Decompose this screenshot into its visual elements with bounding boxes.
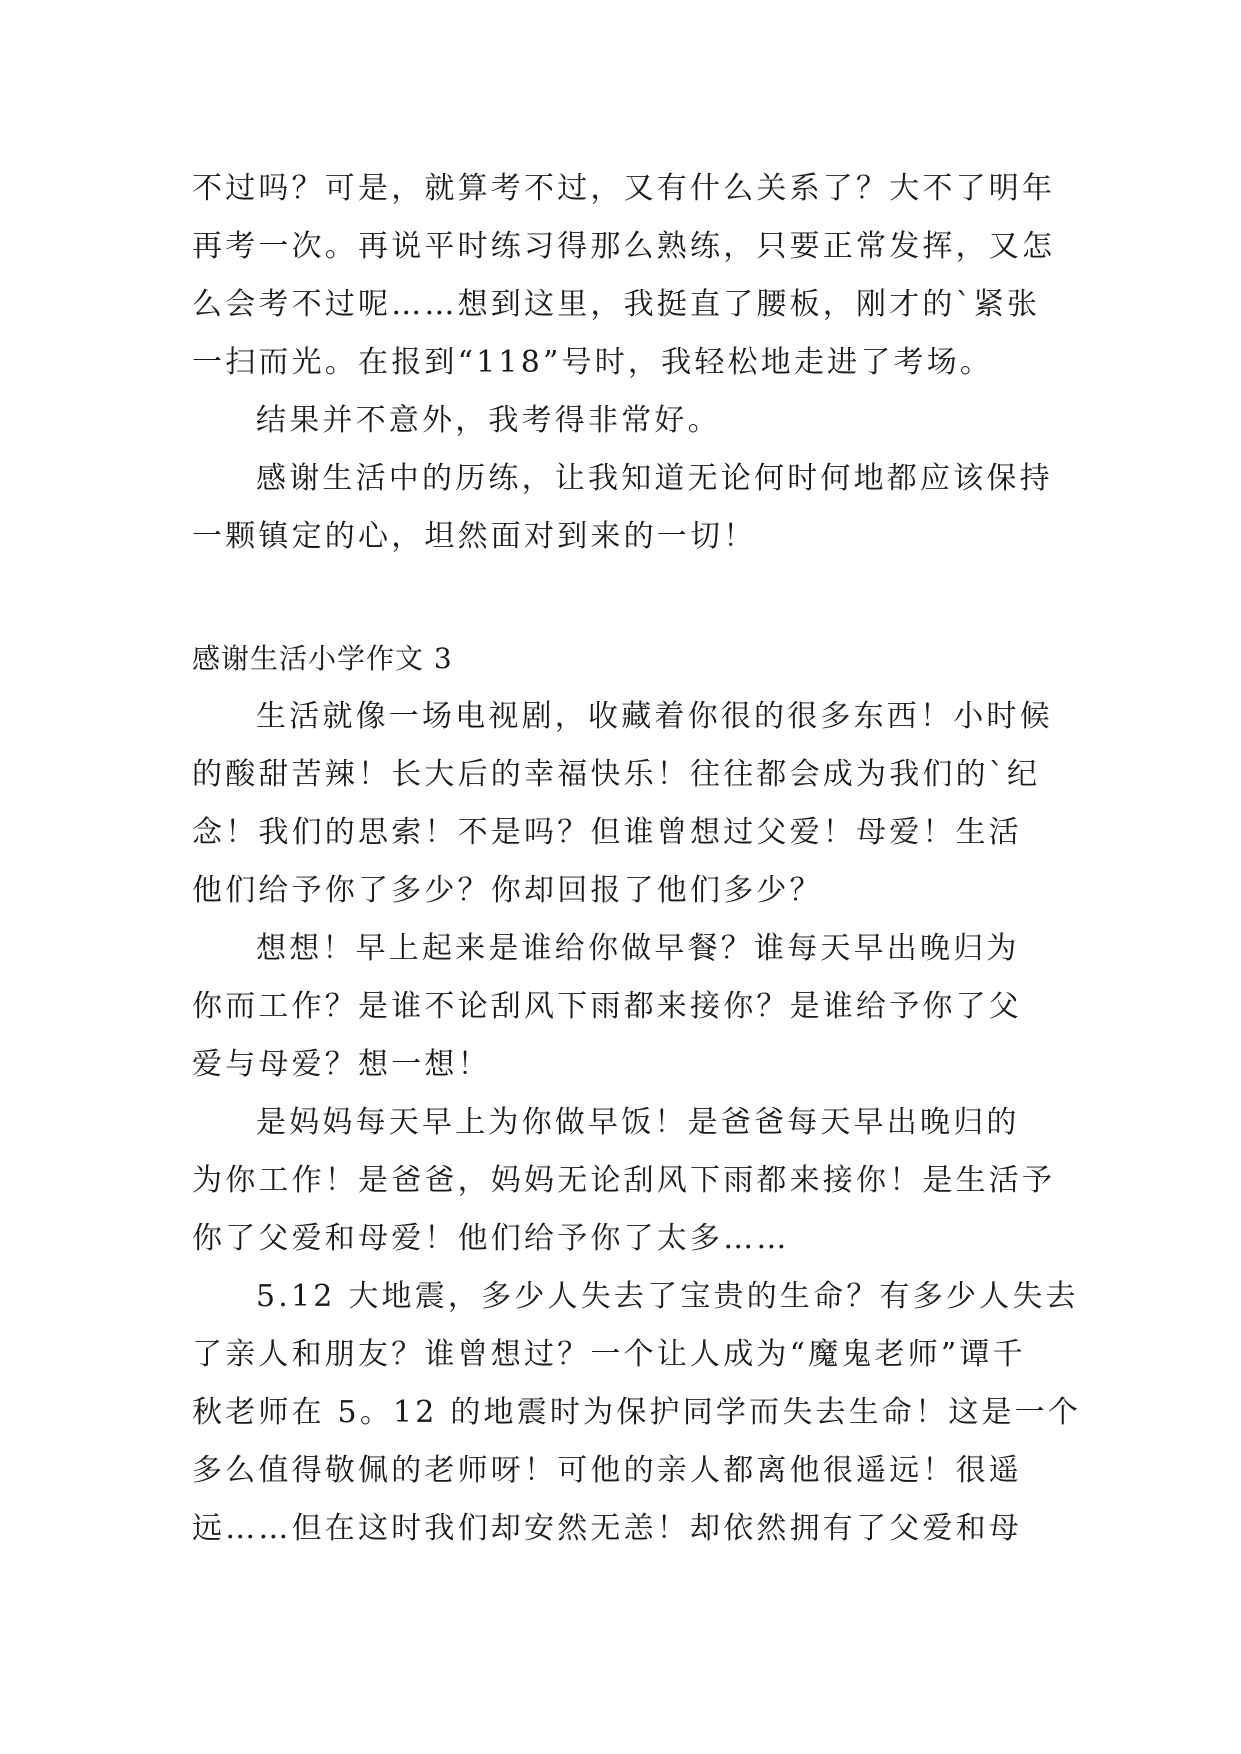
text-line: 是妈妈每天早上为你做早饭！是爸爸每天早出晚归的	[256, 1105, 1020, 1140]
text-line: 远……但在这时我们却安然无恙！却依然拥有了父爱和母	[192, 1511, 1022, 1546]
text-line: 不过吗？可是，就算考不过，又有什么关系了？大不了明年	[192, 171, 1056, 206]
document-page	[192, 160, 1082, 1558]
text-line: 再考一次。再说平时练习得那么熟练，只要正常发挥，又怎	[192, 229, 1056, 264]
essay-title: 感谢生活小学作文 3	[192, 642, 453, 675]
text-line: 多么值得敬佩的老师呀！可他的亲人都离他很遥远！很遥	[192, 1453, 1022, 1488]
text-line: 一颗镇定的心，坦然面对到来的一切！	[192, 519, 757, 554]
text-line: 感谢生活中的历练，让我知道无论何时何地都应该保持	[256, 461, 1053, 496]
essay3-paragraph-4	[192, 1268, 1082, 1558]
paragraph-2	[192, 392, 1052, 450]
paragraph-1	[192, 160, 1056, 392]
text-line: 一扫而光。在报到“118”号时，我轻松地走进了考场。	[192, 345, 994, 380]
text-line: 了亲人和朋友？谁曾想过？一个让人成为“魔鬼老师”谭千	[192, 1337, 1026, 1372]
text-line: 爱与母爱？想一想！	[192, 1047, 491, 1082]
paragraph-3	[192, 450, 1052, 566]
text-line: 你了父爱和母爱！他们给予你了太多……	[192, 1221, 790, 1256]
text-line: 为你工作！是爸爸，妈妈无论刮风下雨都来接你！是生活予	[192, 1163, 1056, 1198]
text-line: 么会考不过呢……想到这里，我挺直了腰板，刚才的`紧张	[192, 287, 1041, 322]
text-line: 他们给予你了多少？你却回报了他们多少？	[192, 873, 823, 908]
essay3-paragraph-3	[192, 1094, 1056, 1268]
text-line: 想想！早上起来是谁给你做早餐？谁每天早出晚归为	[256, 931, 1020, 966]
text-line: 的酸甜苦辣！长大后的幸福快乐！往往都会成为我们的`纪	[192, 757, 1041, 792]
text-line: 秋老师在 5。12 的地震时为保护同学而失去生命！这是一个	[192, 1395, 1082, 1430]
essay3-paragraph-2	[192, 920, 1052, 1094]
text-line: 生活就像一场电视剧，收藏着你很的很多东西！小时候	[256, 699, 1053, 734]
essay3-paragraph-1	[192, 688, 1052, 920]
text-line: 你而工作？是谁不论刮风下雨都来接你？是谁给予你了父	[192, 989, 1022, 1024]
text-line: 念！我们的思索！不是吗？但谁曾想过父爱！母爱！生活	[192, 815, 1022, 850]
section-gap	[192, 566, 1052, 630]
text-line: 5.12 大地震，多少人失去了宝贵的生命？有多少人失去	[256, 1279, 1079, 1314]
text-line: 结果并不意外，我考得非常好。	[256, 403, 721, 438]
